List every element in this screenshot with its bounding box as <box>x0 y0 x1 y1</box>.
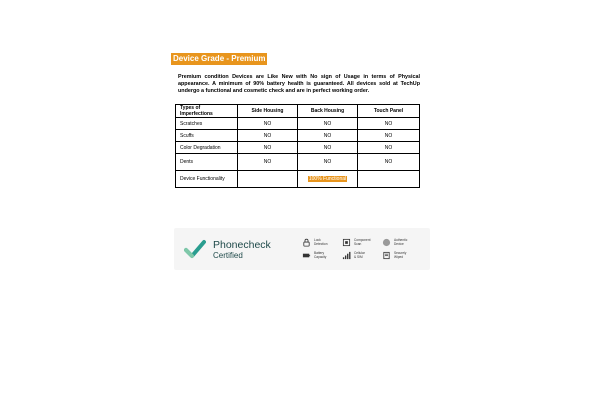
feature-lock-detection <box>302 238 336 247</box>
table-cell: NO <box>238 142 298 154</box>
row-label: Scratches <box>176 118 238 130</box>
functionality-label: Device Functionality <box>176 171 238 188</box>
header-touch-panel: Touch Panel <box>358 105 420 118</box>
table-cell <box>358 171 420 188</box>
table-cell: NO <box>298 154 358 171</box>
table-row <box>176 118 420 130</box>
table-cell: NO <box>238 130 298 142</box>
table-cell: NO <box>298 130 358 142</box>
table-row <box>176 154 420 171</box>
feature-securely-wiped <box>382 251 416 260</box>
wipe-icon <box>382 251 391 260</box>
feature-label: Cellular & SIM <box>354 250 365 259</box>
phonecheck-sub: Certified <box>213 251 243 260</box>
table-header-row <box>176 105 420 118</box>
table-cell: NO <box>358 142 420 154</box>
apple-icon <box>382 238 391 247</box>
feature-battery-capacity <box>302 251 336 260</box>
feature-component-scan <box>342 238 376 247</box>
functionality-cell <box>298 171 358 188</box>
feature-label: Securely Wiped <box>394 250 407 259</box>
table-cell: NO <box>238 118 298 130</box>
phonecheck-certified-card <box>174 228 430 270</box>
device-grade-title: Device Grade - Premium <box>173 54 266 63</box>
functionality-value: 100% Functional <box>308 176 347 182</box>
phonecheck-name: Phonecheck <box>213 239 271 251</box>
row-label: Dents <box>176 154 238 171</box>
grade-description: Premium condition Devices are Like New with No sign of Usage in terms of Physical appearance. A minimum of 90% battery health is guaranteed. All devices sold at TechUp undergo a functional and cosmetic check and are in perfect working order. <box>178 74 420 95</box>
feature-label: Battery Capacity <box>314 250 327 259</box>
phonecheck-check-icon <box>184 238 206 260</box>
table-cell: NO <box>298 142 358 154</box>
header-back-housing: Back Housing <box>298 105 358 118</box>
feature-label: Component Scan <box>354 237 371 246</box>
feature-label: Lock Detection <box>314 237 328 246</box>
feature-authentic-device <box>382 238 416 247</box>
chip-icon <box>342 238 351 247</box>
row-label: Scuffs <box>176 130 238 142</box>
functionality-row <box>176 171 420 188</box>
table-cell: NO <box>358 130 420 142</box>
feature-label: Authentic Device <box>394 237 408 246</box>
table-cell: NO <box>238 154 298 171</box>
header-side-housing: Side Housing <box>238 105 298 118</box>
battery-icon <box>302 251 311 260</box>
lock-icon <box>302 238 311 247</box>
imperfections-table <box>175 104 420 188</box>
table-cell: NO <box>358 118 420 130</box>
table-cell: NO <box>298 118 358 130</box>
table-cell: NO <box>358 154 420 171</box>
table-cell <box>238 171 298 188</box>
row-label: Color Degradation <box>176 142 238 154</box>
header-types: Types of Imperfections <box>176 105 238 118</box>
table-row <box>176 142 420 154</box>
feature-cellular-sim <box>342 251 376 260</box>
signal-icon <box>342 251 351 260</box>
table-row <box>176 130 420 142</box>
